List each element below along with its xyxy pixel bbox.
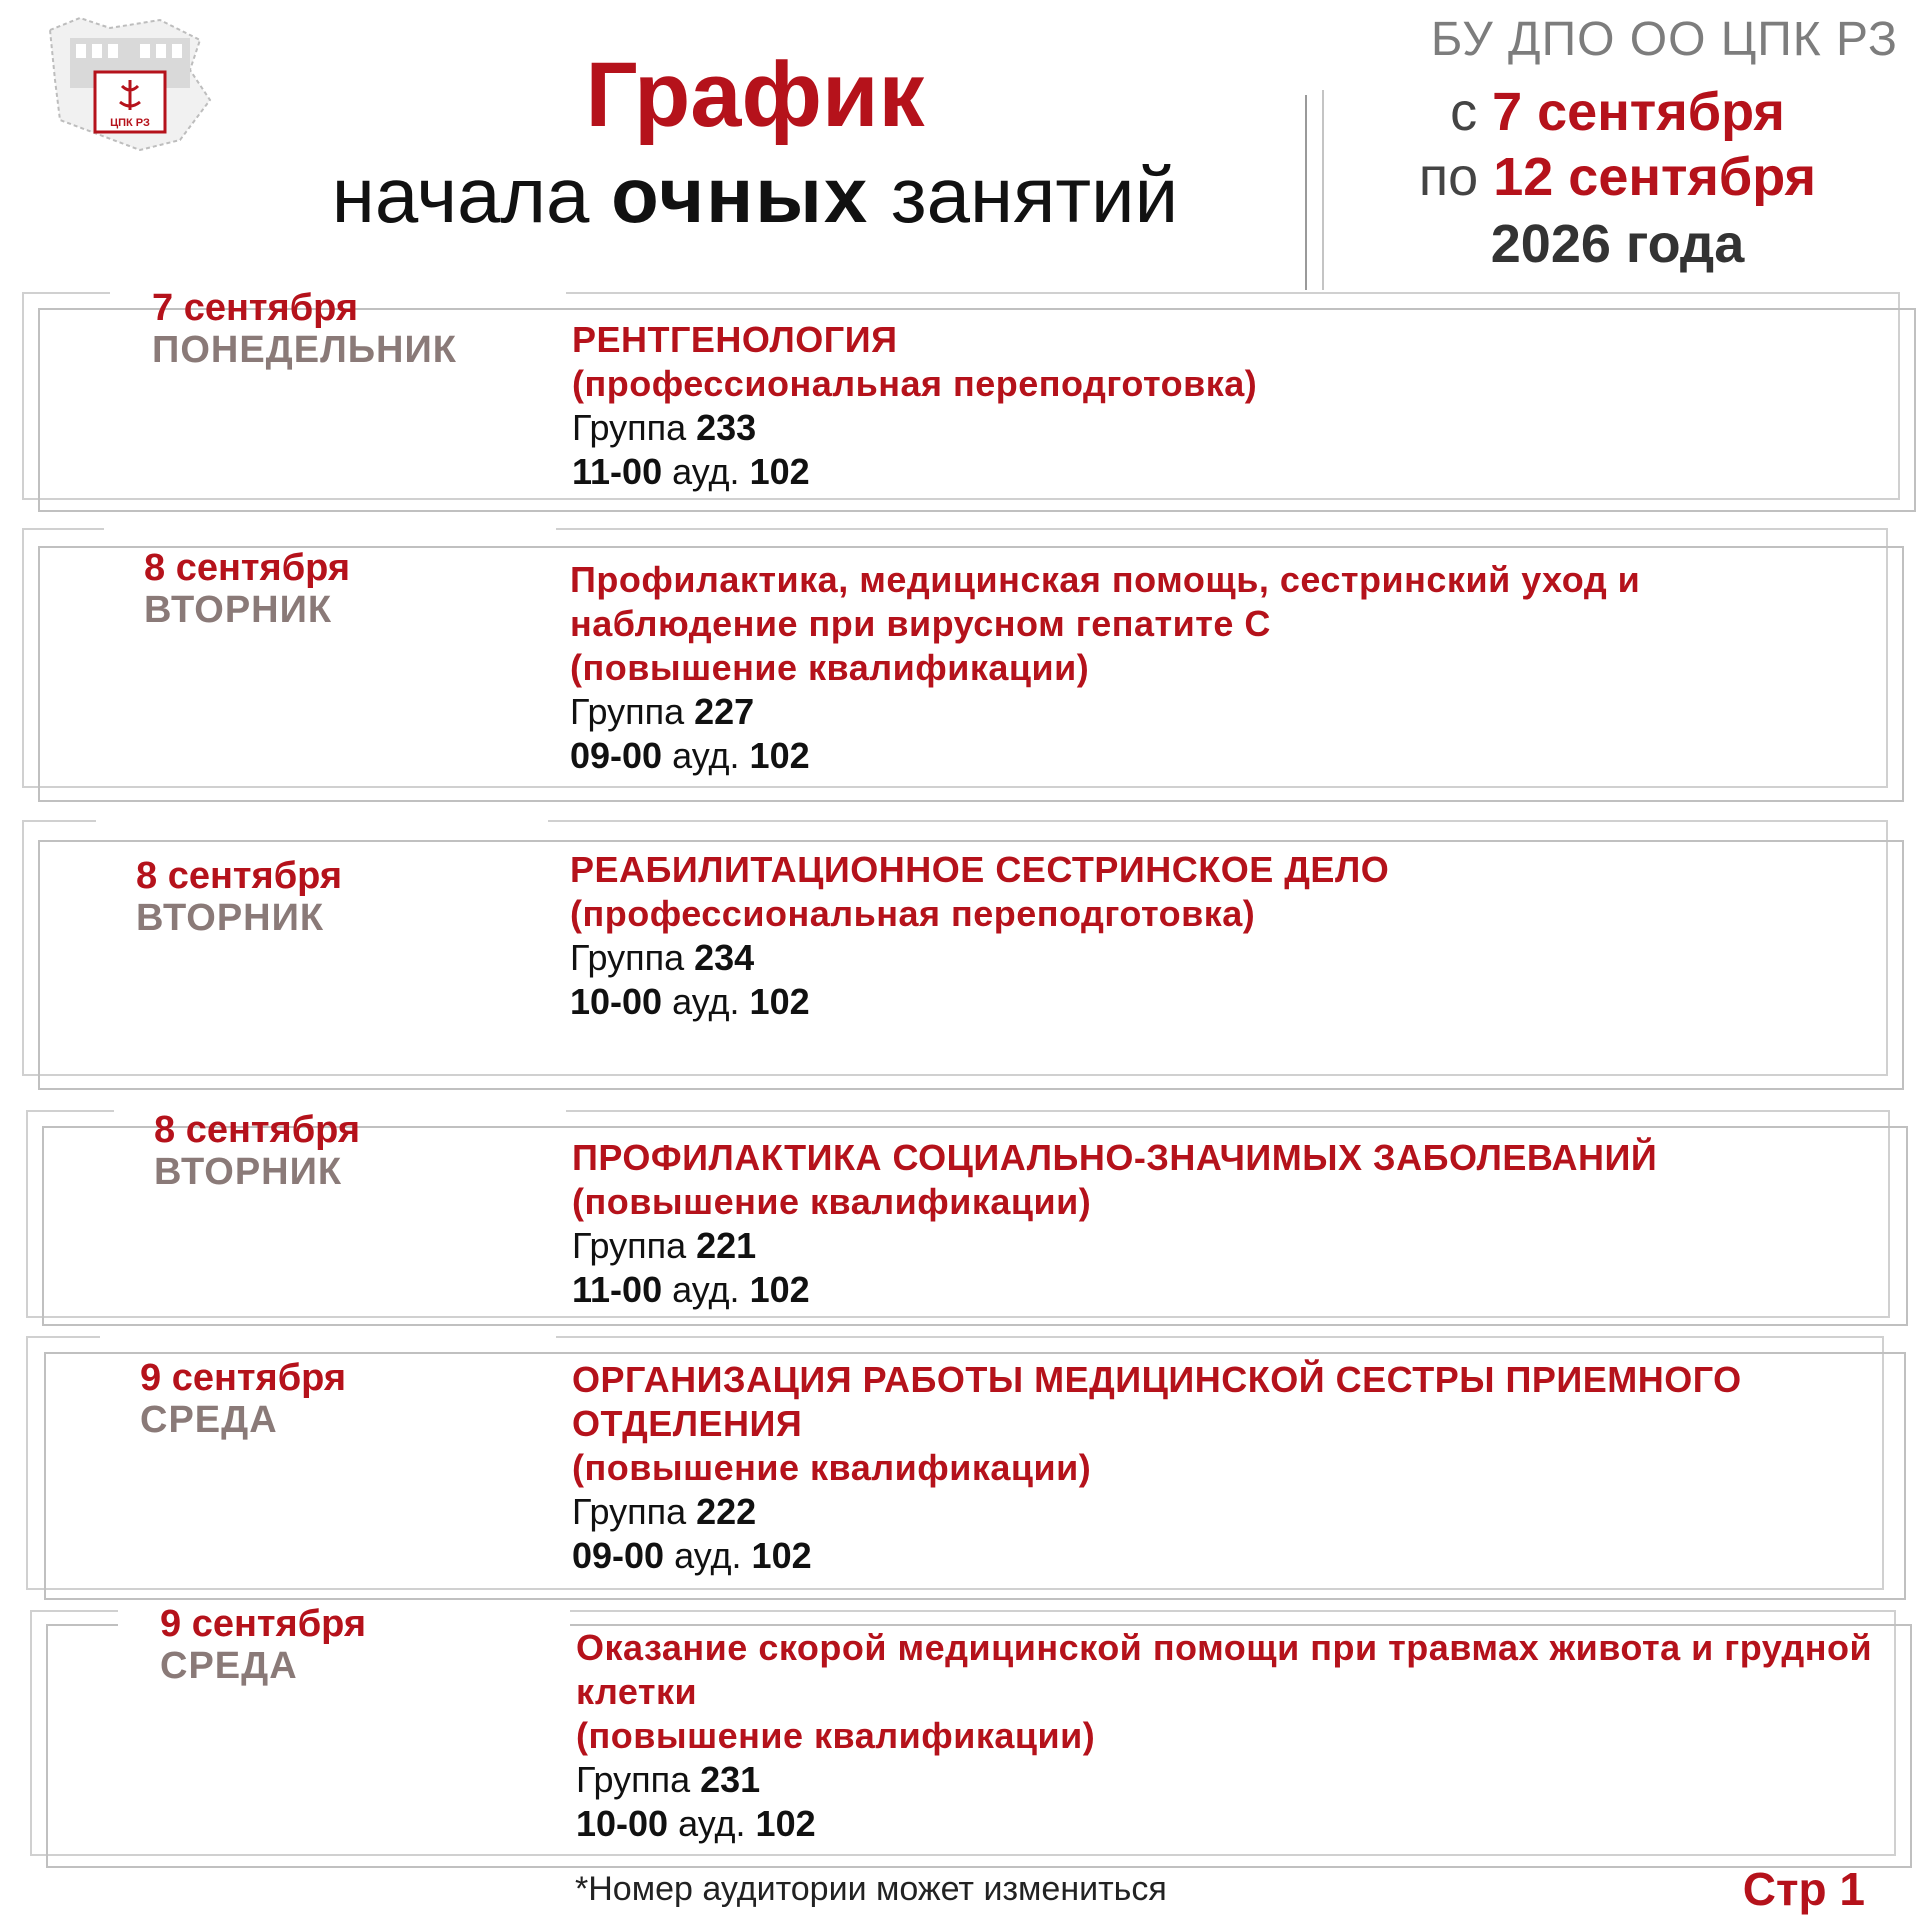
card-weekday: ВТОРНИК: [136, 897, 325, 939]
course-type: (повышение квалификации): [570, 647, 1090, 688]
course-type: (повышение квалификации): [576, 1715, 1096, 1756]
course-type: (профессиональная переподготовка): [570, 893, 1256, 934]
course-type: (профессиональная переподготовка): [572, 363, 1258, 404]
course-type: (повышение квалификации): [572, 1447, 1092, 1488]
course-name: Оказание скорой медицинской помощи при травмах живота и грудной клетки: [576, 1627, 1873, 1712]
group-line: Группа 227: [570, 691, 755, 732]
card-weekday: ВТОРНИК: [154, 1151, 343, 1193]
subtitle-part2: занятий: [890, 151, 1179, 239]
card-date: 9 сентября: [140, 1357, 347, 1399]
page-subtitle: [0, 150, 1510, 240]
svg-text:ЦПК РЗ: ЦПК РЗ: [110, 117, 150, 129]
card-weekday: СРЕДА: [160, 1645, 298, 1687]
group-line: Группа 231: [576, 1759, 761, 1800]
range-year: 2026 года: [1490, 214, 1745, 274]
page-title: График: [585, 44, 925, 146]
range-from: с 7 сентября: [1450, 82, 1785, 142]
range-to: по 12 сентября: [1418, 147, 1817, 207]
group-line: Группа 222: [572, 1491, 757, 1532]
course-name: Профилактика, медицинская помощь, сестринский уход и наблюдение при вирусном гепатите С: [570, 559, 1641, 644]
page-number: Стр 1: [1742, 1863, 1865, 1915]
time-room-line: 11-00 ауд. 102: [572, 451, 810, 492]
group-line: Группа 221: [572, 1225, 757, 1266]
card-date: 7 сентября: [152, 287, 359, 329]
course-type: (повышение квалификации): [572, 1181, 1092, 1222]
group-line: Группа 234: [570, 937, 755, 978]
time-room-line: 11-00 ауд. 102: [572, 1269, 810, 1310]
divider: [1322, 90, 1324, 290]
footnote: *Номер аудитории может измениться: [575, 1870, 1167, 1908]
time-room-line: 10-00 ауд. 102: [576, 1803, 816, 1844]
card-weekday: ПОНЕДЕЛЬНИК: [152, 329, 457, 371]
group-line: Группа 233: [572, 407, 757, 448]
course-name: РЕАБИЛИТАЦИОННОЕ СЕСТРИНСКОЕ ДЕЛО: [570, 849, 1390, 890]
course-name: ПРОФИЛАКТИКА СОЦИАЛЬНО-ЗНАЧИМЫХ ЗАБОЛЕВАНИЙ: [572, 1137, 1658, 1178]
subtitle-part1: начала: [331, 151, 590, 239]
time-room-line: 09-00 ауд. 102: [570, 735, 810, 776]
course-name: РЕНТГЕНОЛОГИЯ: [572, 319, 898, 360]
subtitle-bold: очных: [611, 151, 870, 239]
card-weekday: ВТОРНИК: [144, 589, 333, 631]
card-date: 8 сентября: [154, 1109, 361, 1151]
time-room-line: 09-00 ауд. 102: [572, 1535, 812, 1576]
divider: [1305, 95, 1307, 290]
card-weekday: СРЕДА: [140, 1399, 278, 1441]
card-date: 8 сентября: [144, 547, 351, 589]
time-room-line: 10-00 ауд. 102: [570, 981, 810, 1022]
course-name: ОРГАНИЗАЦИЯ РАБОТЫ МЕДИЦИНСКОЙ СЕСТРЫ ПРИЕМНОГО ОТДЕЛЕНИЯ: [572, 1359, 1742, 1444]
card-date: 9 сентября: [160, 1603, 367, 1645]
card-date: 8 сентября: [136, 855, 343, 897]
organization-name: БУ ДПО ОО ЦПК РЗ: [1430, 13, 1898, 66]
